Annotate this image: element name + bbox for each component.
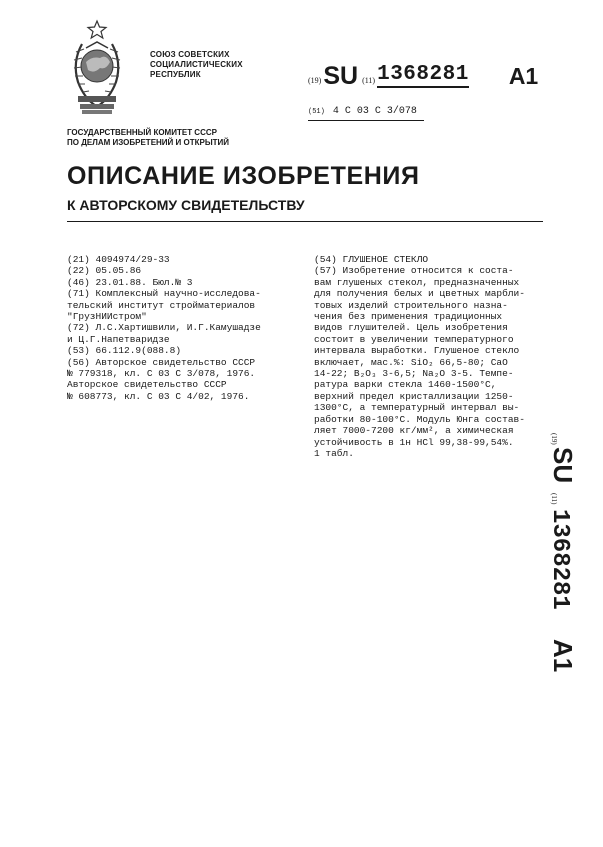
union-line: СОЮЗ СОВЕТСКИХ xyxy=(150,50,230,59)
header-divider xyxy=(67,221,543,222)
biblio-line: (22) 05.05.86 xyxy=(67,265,142,277)
union-line: РЕСПУБЛИК xyxy=(150,70,201,79)
document-subtitle: К АВТОРСКОМУ СВИДЕТЕЛЬСТВУ xyxy=(67,197,305,213)
abstract xyxy=(314,254,548,459)
abstract-line: (54) ГЛУШЕНОЕ СТЕКЛО xyxy=(314,254,429,265)
abstract-line: 1 табл. xyxy=(314,447,354,459)
ipc-edition: 4 xyxy=(332,106,339,117)
abstract-line: работки 80-100°С. Модуль Юнга состав- xyxy=(314,413,525,425)
abstract-line: чения без применения традиционных xyxy=(314,311,503,323)
ipc-underline xyxy=(308,120,424,121)
biblio-line: (21) 4094974/29-33 xyxy=(67,254,170,265)
biblio-line: № 608773, кл. С 03 С 4/02, 1976. xyxy=(67,390,250,402)
state-emblem-icon xyxy=(56,18,138,116)
abstract-line: устойчивость в 1н HCl 99,38-99,54%. xyxy=(314,436,514,448)
biblio-line: тельский институт стройматериалов xyxy=(67,299,256,311)
biblio-line: (46) 23.01.88. Бюл.№ 3 xyxy=(67,276,193,288)
biblio-line: № 779318, кл. С 03 С 3/078, 1976. xyxy=(67,368,256,380)
biblio-line: "ГрузНИИстром" xyxy=(67,311,147,323)
publication-number xyxy=(308,62,538,88)
abstract-line: видов глушителей. Цель изобретения xyxy=(314,322,508,334)
abstract-line: ляет 7000-7200 кг/мм², а химическая xyxy=(314,425,514,437)
committee-line: ГОСУДАРСТВЕННЫЙ КОМИТЕТ СССР xyxy=(67,128,217,137)
abstract-line: включает, мас.%: SiO₂ 66,5-80; CaO xyxy=(314,356,508,368)
union-name xyxy=(150,50,243,80)
bibliographic-data xyxy=(67,254,289,402)
ipc-class: C 03 C 3/078 xyxy=(344,106,417,117)
biblio-line: (53) 66.112.9(088.8) xyxy=(67,345,182,357)
union-line: СОЦИАЛИСТИЧЕСКИХ xyxy=(150,60,243,69)
document-title: ОПИСАНИЕ ИЗОБРЕТЕНИЯ xyxy=(67,162,420,190)
ipc-classification xyxy=(308,106,417,117)
abstract-line: (57) Изобретение относится к соста- xyxy=(314,265,514,277)
kind-code: A1 xyxy=(508,63,539,89)
biblio-line: (56) Авторское свидетельство СССР xyxy=(67,356,256,368)
committee-line: ПО ДЕЛАМ ИЗОБРЕТЕНИЙ И ОТКРЫТИЙ xyxy=(67,138,230,147)
vertical-country-code-label: (19) xyxy=(550,433,558,445)
vertical-patent-number: 1368281 xyxy=(546,509,573,610)
abstract-line: товых изделий строительного назна- xyxy=(314,299,508,311)
country-code: SU xyxy=(323,62,359,90)
abstract-line: состоит в увеличении температурного xyxy=(314,333,514,345)
biblio-line: и Ц.Г.Напетваридзе xyxy=(67,333,170,345)
vertical-country-code: SU xyxy=(548,447,578,484)
abstract-line: вам глушеных стекол, предназначенных xyxy=(314,276,520,288)
abstract-line: интервала выработки. Глушеное стекло xyxy=(314,345,520,357)
abstract-line: для получения белых и цветных марбли- xyxy=(314,288,525,300)
committee-name xyxy=(67,128,229,148)
patent-number: 1368281 xyxy=(377,63,469,86)
number-code-label: (11) xyxy=(362,76,376,85)
biblio-line: (72) Л.С.Хартишвили, И.Г.Камушадзе xyxy=(67,322,261,334)
vertical-number-code-label: (11) xyxy=(550,493,558,505)
abstract-line: 14-22; B₂O₃ 3-6,5; Na₂O 3-5. Темпе- xyxy=(314,368,514,380)
country-code-label: (19) xyxy=(308,76,322,85)
biblio-line: (71) Комплексный научно-исследова- xyxy=(67,288,261,300)
biblio-line: Авторское свидетельство СССР xyxy=(67,379,227,391)
abstract-line: верхний предел кристаллизации 1250- xyxy=(314,390,514,402)
ipc-code-label: (51) xyxy=(308,108,325,116)
vertical-publication-number xyxy=(544,433,584,683)
abstract-line: ратура варки стекла 1460-1500°С, xyxy=(314,379,497,391)
vertical-kind-code: A1 xyxy=(548,639,578,673)
abstract-line: 1300°С, а температурный интервал вы- xyxy=(314,402,520,414)
